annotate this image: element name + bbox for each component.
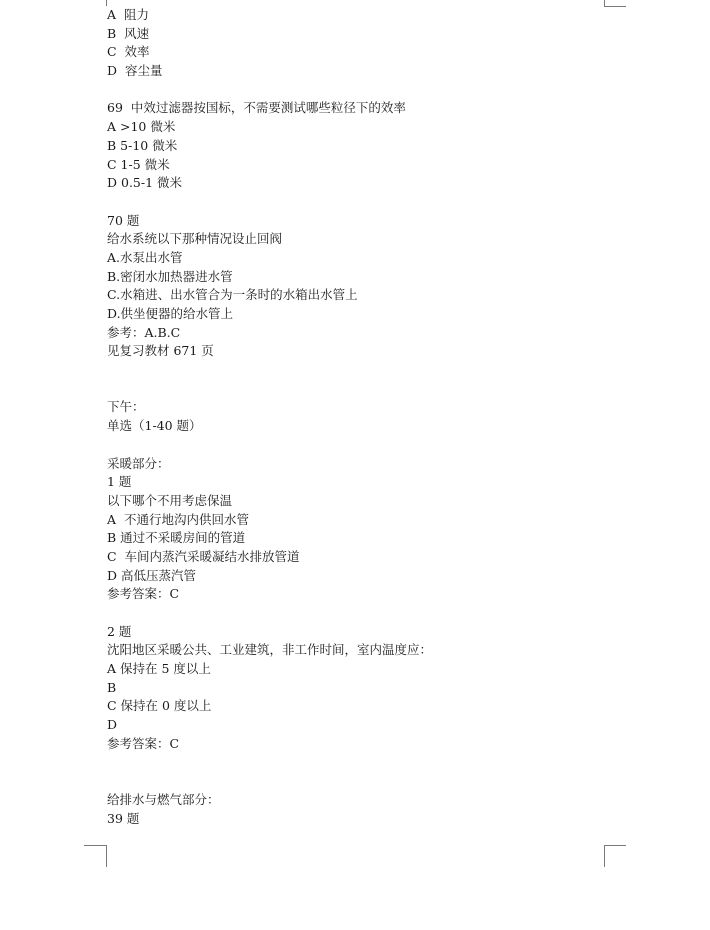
question-1-number: 1 题	[107, 474, 132, 490]
reference-answer: 参考：A.B.C	[107, 324, 181, 340]
option-a: A >10 微米	[107, 119, 176, 135]
option-d: D.供坐便器的给水管上	[107, 306, 234, 321]
option-c: C 车间内蒸汽采暖凝结水排放管道	[107, 548, 300, 564]
option-c: C 保持在 0 度以上	[107, 698, 212, 714]
question-1-text: 以下哪个不用考虑保温	[107, 492, 233, 508]
option-b: B 5-10 微米	[107, 137, 178, 153]
section-afternoon: 下午：	[107, 399, 145, 415]
spacer	[107, 436, 607, 455]
spacer	[107, 81, 607, 100]
option-c: C.水箱进、出水管合为一条时的水箱出水管上	[107, 287, 358, 303]
document-body	[107, 6, 607, 828]
question-69: 69 中效过滤器按国标，不需要测试哪些粒径下的效率	[107, 100, 406, 116]
option-b: B 风速	[107, 25, 150, 41]
crop-mark-top-right-h	[604, 6, 626, 7]
question-70-number: 70 题	[107, 212, 140, 228]
section-water-gas: 给排水与燃气部分：	[107, 791, 220, 807]
option-d: D 0.5-1 微米	[107, 175, 183, 191]
option-d: D 高低压蒸汽管	[107, 567, 196, 583]
crop-mark-bottom-left-v	[106, 845, 107, 867]
crop-mark-bottom-right-h	[604, 845, 626, 846]
option-d: D 容尘量	[107, 63, 163, 79]
option-c: C 效率	[107, 44, 150, 60]
spacer	[107, 754, 607, 791]
question-70-text: 给水系统以下那种情况设止回阀	[107, 231, 283, 247]
reference-note: 见复习教材 671 页	[107, 343, 214, 359]
question-2-text: 沈阳地区采暖公共、工业建筑，非工作时间，室内温度应：	[107, 642, 433, 658]
crop-mark-bottom-right-v	[604, 845, 605, 867]
question-39-number: 39 题	[107, 810, 140, 826]
option-a: A 保持在 5 度以上	[107, 661, 211, 677]
option-a: A 不通行地沟内供回水管	[107, 511, 249, 527]
reference-answer: 参考答案：C	[107, 735, 180, 751]
crop-mark-bottom-left-h	[84, 845, 106, 846]
option-c: C 1-5 微米	[107, 156, 170, 172]
reference-answer: 参考答案：C	[107, 586, 180, 602]
spacer	[107, 193, 607, 212]
spacer	[107, 361, 607, 398]
spacer	[107, 604, 607, 623]
section-heating: 采暖部分：	[107, 455, 170, 471]
option-b: B	[107, 679, 117, 695]
option-b: B 通过不采暖房间的管道	[107, 530, 246, 546]
option-a: A 阻力	[107, 7, 149, 22]
option-d: D	[107, 717, 118, 733]
option-b: B.密闭水加热器进水管	[107, 268, 233, 284]
section-single-choice: 单选（1-40 题）	[107, 418, 202, 434]
question-2-number: 2 题	[107, 623, 132, 639]
option-a: A.水泵出水管	[107, 249, 183, 265]
